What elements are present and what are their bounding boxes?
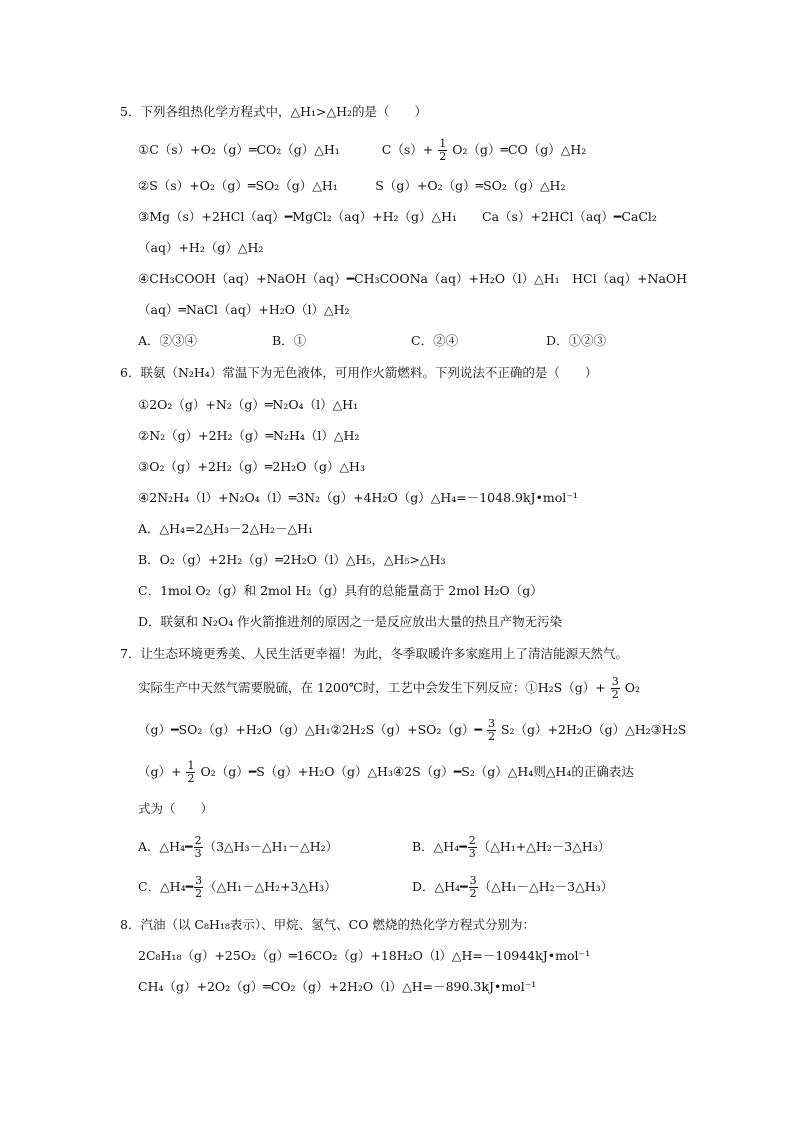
q8-stem: 8．汽油（以 C₈H₁₈表示）、甲烷、氢气、CO 燃烧的热化学方程式分别为：: [120, 917, 535, 932]
q7-option-c: C．△H₄━ $\frac{3}{2}$ （△H₁－△H₂+3△H₃）: [138, 874, 337, 900]
q5-line-1: ①C（s）+O₂（g）═CO₂（g）△H₁ C（s）+ $\frac{1}{2}$ O₂（g）═CO（g）△H₂: [138, 137, 587, 163]
q6-line-2: ②N₂（g）+2H₂（g）═N₂H₄（l）△H₂: [138, 428, 360, 443]
fraction: $\frac{2}{3}$: [194, 834, 202, 860]
q6-option-b: B．O₂（g）+2H₂（g）═2H₂O（l）△H₅，△H₅>△H₃: [138, 552, 446, 567]
q5-line-5: ④CH₃COOH（aq）+NaOH（aq）━CH₃COONa（aq）+H₂O（l）△H₁ HCl（aq）+NaOH: [138, 271, 688, 286]
q5-line-6: （aq）═NaCl（aq）+H₂O（l）△H₂: [138, 302, 350, 317]
q5-option-c: C．②④: [411, 333, 459, 348]
q7-option-d: D．△H₄━ $\frac{3}{2}$ （△H₁－△H₂－3△H₃）: [412, 874, 614, 900]
q5-line-3: ③Mg（s）+2HCl（aq）━MgCl₂（aq）+H₂（g）△H₁ Ca（s）+2HCl（aq）━CaCl₂: [138, 209, 657, 224]
fraction: $\frac{3}{2}$: [469, 874, 477, 900]
fraction: $\frac{2}{3}$: [468, 834, 476, 860]
q5-stem: 5．下列各组热化学方程式中，△H₁>△H₂的是（ ）: [120, 104, 427, 119]
q7-line-3: （g）+ $\frac{1}{2}$ O₂（g）━S（g）+H₂O（g）△H₃④2S（g）━S₂（g）△H₄则△H₄的正确表达: [138, 759, 634, 785]
fraction: $\frac{3}{2}$: [487, 717, 495, 743]
q7-stem: 7．让生态环境更秀美、人民生活更幸福！为此，冬季取暖许多家庭用上了清洁能源天然气。: [120, 646, 628, 661]
q5-line-4: （aq）+H₂（g）△H₂: [138, 240, 264, 255]
q8-line-1: 2C₈H₁₈（g）+25O₂（g）═16CO₂（g）+18H₂O（l）△H=－10944kJ•mol⁻¹: [138, 948, 591, 963]
q7-option-b: B．△H₄━ $\frac{2}{3}$ （△H₁+△H₂－3△H₃）: [412, 834, 611, 860]
fraction: $\frac{1}{2}$: [187, 759, 195, 785]
fraction: $\frac{1}{2}$: [439, 137, 447, 163]
fraction: $\frac{3}{2}$: [611, 675, 619, 701]
q5-option-d: D．①②③: [546, 333, 607, 348]
q7-option-a: A．△H₄━ $\frac{2}{3}$ （3△H₃－△H₁－△H₂）: [138, 834, 339, 860]
q6-line-1: ①2O₂（g）+N₂（g）═N₂O₄（l）△H₁: [138, 397, 359, 412]
q6-line-4: ④2N₂H₄（l）+N₂O₄（l）═3N₂（g）+4H₂O（g）△H₄=－1048.9kJ•mol⁻¹: [138, 490, 578, 505]
q5-option-b: B．①: [272, 333, 307, 348]
q7-line-4: 式为（ ）: [138, 801, 214, 816]
q5-option-a: A．②③④: [138, 333, 198, 348]
fraction: $\frac{3}{2}$: [195, 874, 203, 900]
q5-line-2: ②S（s）+O₂（g）═SO₂（g）△H₁ S（g）+O₂（g）═SO₂（g）△H₂: [138, 178, 566, 193]
q6-option-c: C．1mol O₂（g）和 2mol H₂（g）具有的总能量高于 2mol H₂O（g）: [138, 583, 543, 598]
q7-line-1: 实际生产中天然气需要脱硫，在 1200℃时，工艺中会发生下列反应：①H₂S（g）+ $\frac{3}{2}$ O₂: [138, 675, 640, 701]
q6-line-3: ③O₂（g）+2H₂（g）═2H₂O（g）△H₃: [138, 459, 365, 474]
q6-option-d: D．联氨和 N₂O₄ 作火箭推进剂的原因之一是反应放出大量的热且产物无污染: [138, 614, 563, 629]
q7-line-2: （g）━SO₂（g）+H₂O（g）△H₁②2H₂S（g）+SO₂（g）━ $\frac{3}{2}$ S₂（g）+2H₂O（g）△H₂③H₂S: [138, 717, 687, 743]
q8-line-2: CH₄（g）+2O₂（g）═CO₂（g）+2H₂O（l）△H=－890.3kJ•mol⁻¹: [138, 979, 537, 994]
q6-option-a: A．△H₄=2△H₃－2△H₂－△H₁: [138, 521, 314, 536]
q6-stem: 6．联氨（N₂H₄）常温下为无色液体，可用作火箭燃料。下列说法不正确的是（ ）: [120, 365, 598, 380]
